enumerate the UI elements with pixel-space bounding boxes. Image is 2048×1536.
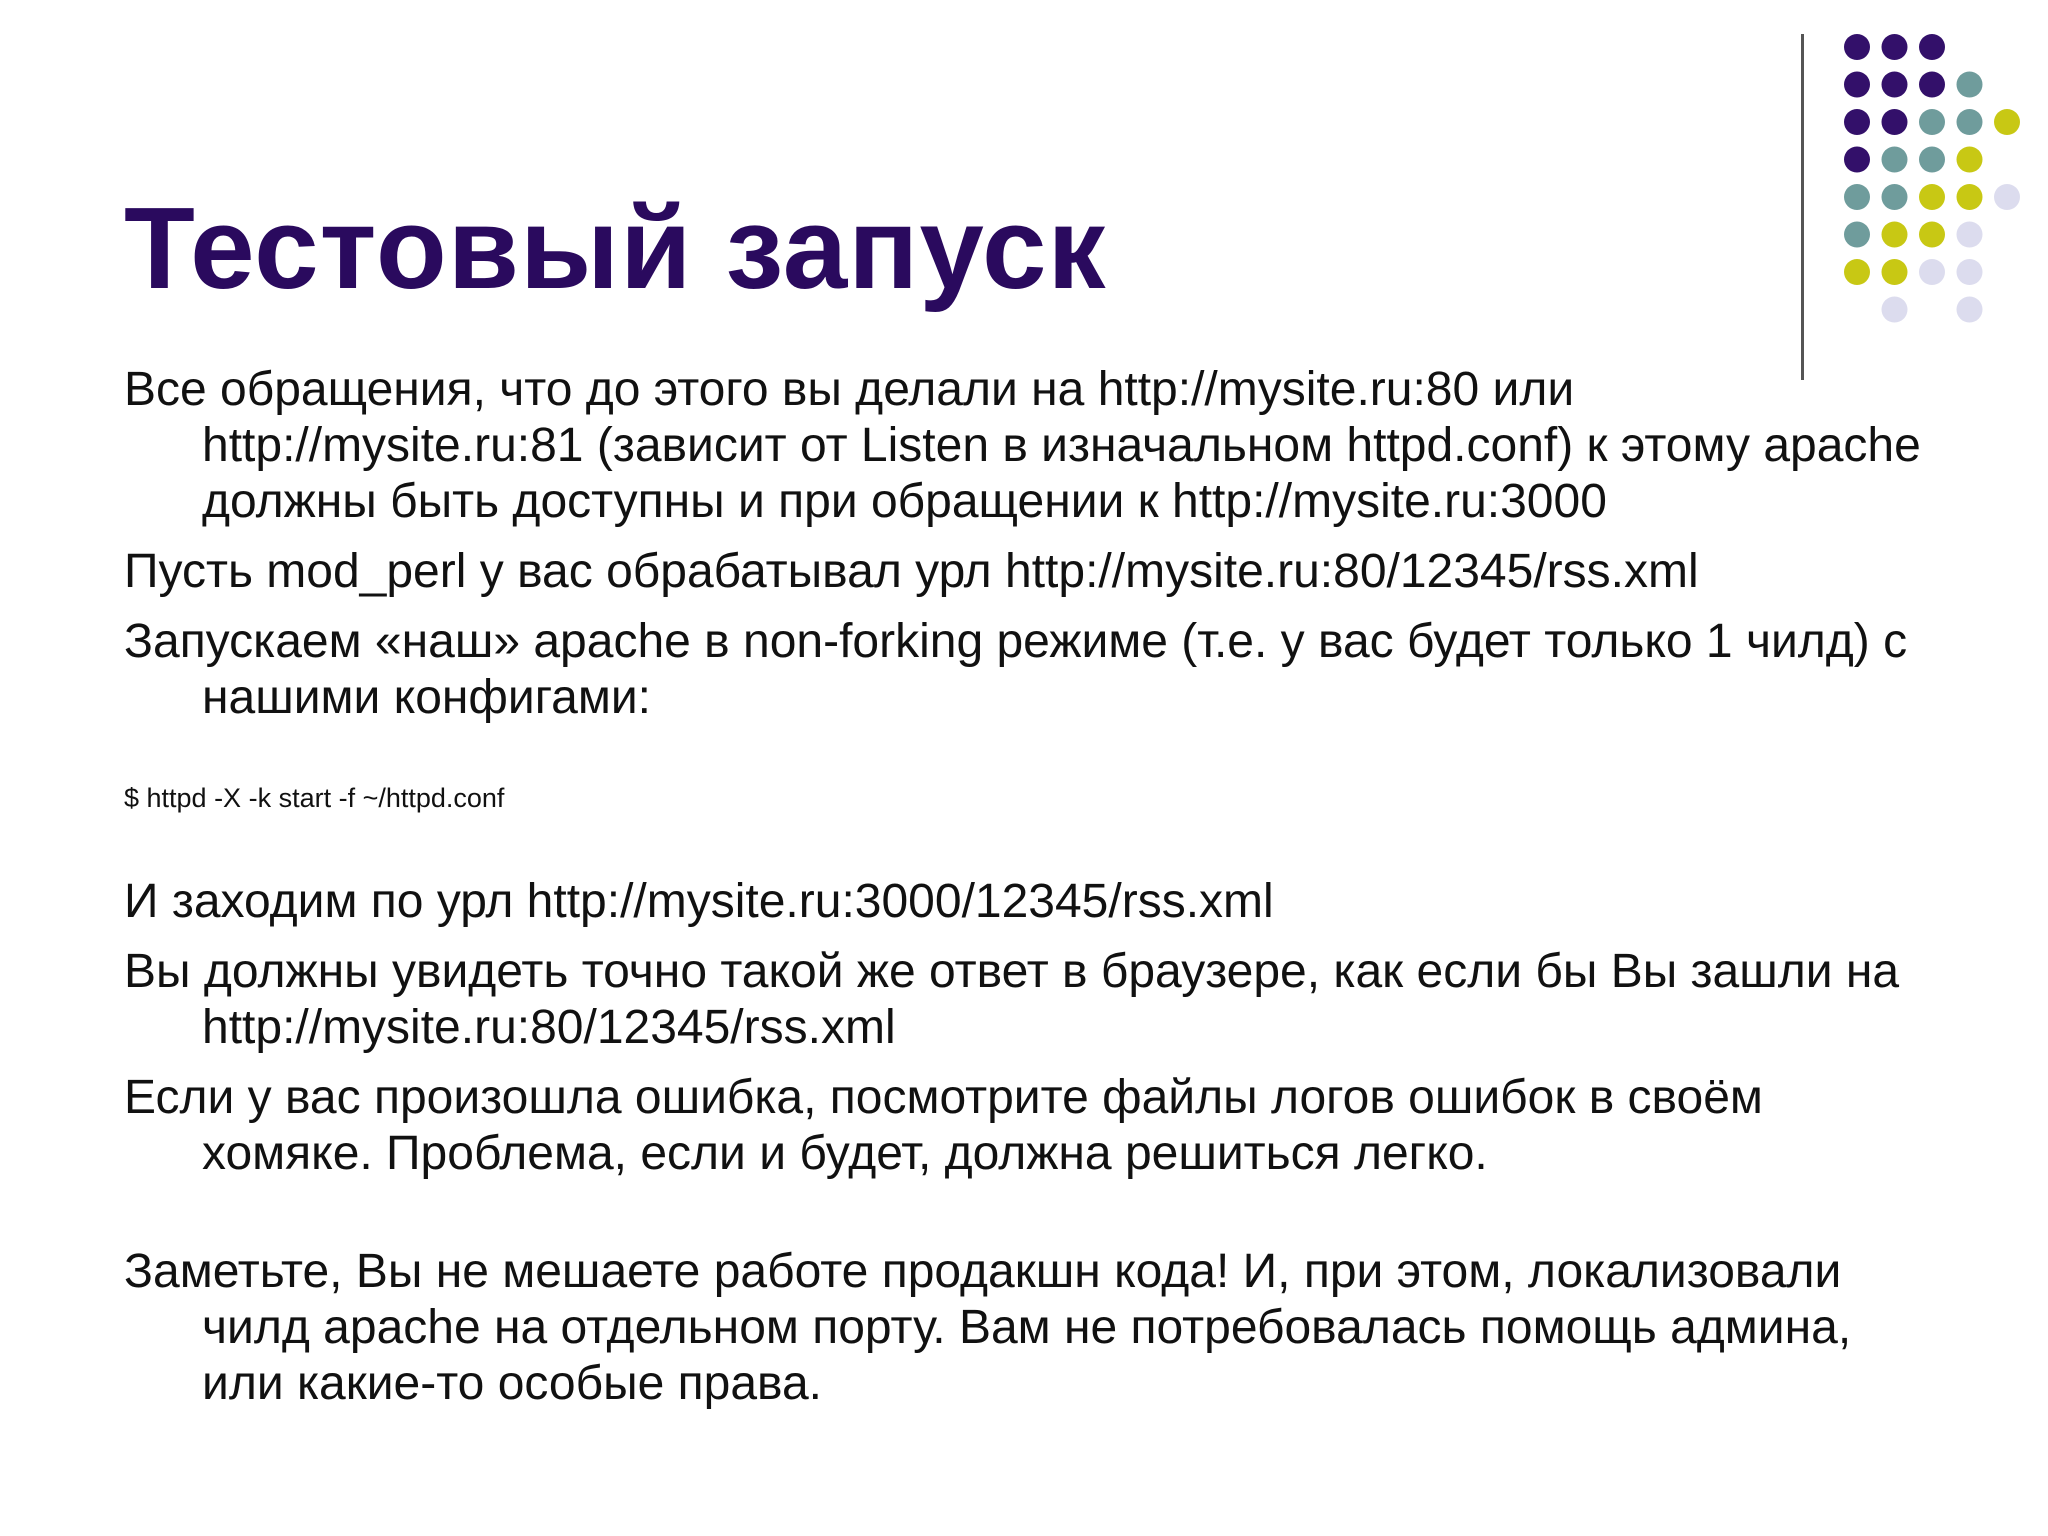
decorative-dot <box>1919 222 1945 248</box>
decorative-dot <box>1844 109 1870 135</box>
decorative-dot <box>1882 222 1908 248</box>
slide-title: Тестовый запуск <box>124 183 1107 313</box>
bullet-mod-perl-url: Пусть mod_perl у вас обрабатывал урл http://mysite.ru:80/12345/rss.xml <box>124 545 1699 598</box>
decorative-dot <box>1844 147 1870 173</box>
decorative-dot <box>1919 259 1945 285</box>
decorative-dot <box>1882 34 1908 60</box>
decorative-dot <box>1844 184 1870 210</box>
bullet-all-requests: Все обращения, что до этого вы делали на http://mysite.ru:80 или http://mysite.ru:81 (зависит от Listen в изначальном httpd.conf) к этому apache должны быть доступны и при обращении к http://mysite.ru:3000 <box>124 363 1921 528</box>
decorative-dot <box>1882 72 1908 98</box>
slide-body <box>124 362 1944 1412</box>
decorative-dot <box>1919 109 1945 135</box>
command-line: $ httpd -X -k start -f ~/httpd.conf <box>124 783 505 813</box>
decorative-dot <box>1957 222 1983 248</box>
decorative-dot <box>1844 72 1870 98</box>
decorative-dot <box>1882 147 1908 173</box>
bullet-error-logs: Если у вас произошла ошибка, посмотрите файлы логов ошибок в своём хомяке. Проблема, если и будет, должна решиться легко. <box>124 1071 1763 1180</box>
decorative-dot <box>1994 184 2020 210</box>
decorative-dot <box>1919 184 1945 210</box>
title-divider-line <box>1801 34 1804 380</box>
decorative-dot <box>1957 184 1983 210</box>
decorative-dot <box>1957 72 1983 98</box>
decorative-dot <box>1919 72 1945 98</box>
bullet-note: Заметьте, Вы не мешаете работе продакшн кода! И, при этом, локализовали чилд apache на отдельном порту. Вам не потребовалась помощь админа, или какие-то особые права. <box>124 1245 1852 1410</box>
decorative-dot <box>1919 147 1945 173</box>
decorative-dot <box>1882 184 1908 210</box>
decorative-dot-grid <box>1840 30 2020 340</box>
decorative-dot <box>1844 222 1870 248</box>
decorative-dot <box>1882 297 1908 323</box>
decorative-dot <box>1919 34 1945 60</box>
decorative-dot <box>1844 259 1870 285</box>
decorative-dot <box>1844 34 1870 60</box>
decorative-dot <box>1994 109 2020 135</box>
decorative-dot <box>1957 109 1983 135</box>
bullet-same-response: Вы должны увидеть точно такой же ответ в браузере, как если бы Вы зашли на http://mysite.ru:80/12345/rss.xml <box>124 945 1900 1054</box>
decorative-dot <box>1957 147 1983 173</box>
decorative-dot <box>1882 109 1908 135</box>
decorative-dot <box>1882 259 1908 285</box>
bullet-open-url: И заходим по урл http://mysite.ru:3000/12345/rss.xml <box>124 875 1274 928</box>
decorative-dot <box>1957 297 1983 323</box>
decorative-dot <box>1957 259 1983 285</box>
bullet-start-apache: Запускаем «наш» apache в non-forking режиме (т.е. у вас будет только 1 чилд) с нашими конфигами: <box>124 615 1908 724</box>
